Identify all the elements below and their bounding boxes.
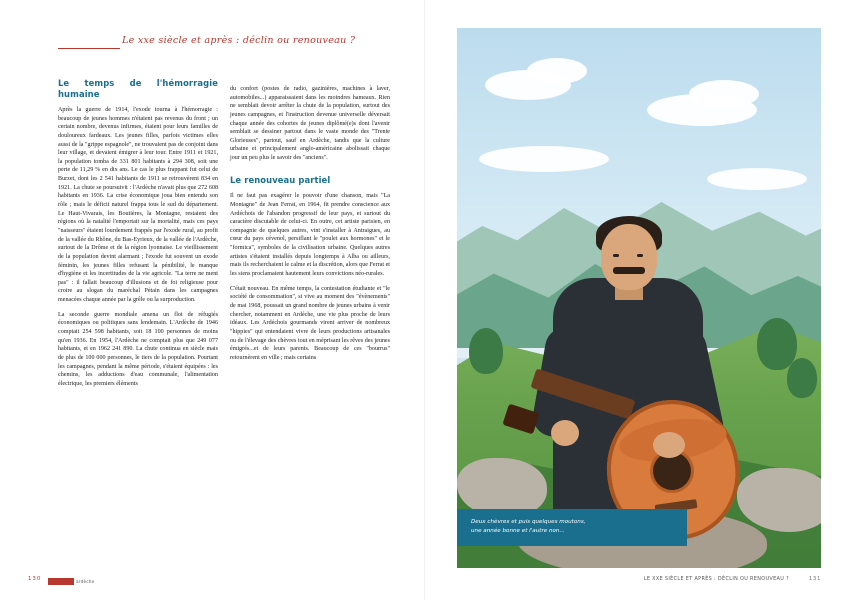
paragraph: La seconde guerre mondiale amena un flot de réfugiés économiques ou politiques sans lendemain. L'Ardèche de 1946 comptait 254 598 habitants, soit 18 100 personnes de moins qu'en 1936. En 1954, l'Ardèche ne comptait plus que 249 077 habitants, et en 1962 241 890. La chute continua en siècle mais de plus de 100 000 personnes, le tiers de la population. Pourtant les campagnes, pendant la même période, s'étaient équipées : les chemins, les adductions d'eau communale, l'alimentation électrique, les premiers éléments xyxy=(58,311,218,387)
caption-line-2: une année bonne et l'autre non... xyxy=(471,528,565,535)
tree-icon xyxy=(469,328,503,374)
folio-right: 131 xyxy=(808,576,821,582)
tree-icon xyxy=(787,358,817,398)
cloud-icon xyxy=(479,146,609,172)
publisher-logo xyxy=(48,578,94,585)
right-page xyxy=(425,0,849,600)
chapter-header: Le xxe siècle et après : déclin ou renouveau ? xyxy=(122,35,356,46)
folio-left: 130 xyxy=(28,576,42,582)
figure-eye-right xyxy=(637,254,643,257)
chapter-rule-left xyxy=(58,48,120,49)
caption-line-1: Deux chèvres et puis quelques moutons, xyxy=(471,519,586,526)
illustration-guitarist xyxy=(457,28,821,568)
cloud-icon xyxy=(689,80,759,108)
paragraph: Il ne faut pas exagérer le pouvoir d'une chanson, mais "La Montagne" de Jean Ferrat, en 1964, fit prendre conscience aux Ardéchois de l'abandon progressif de leur pays, et surtout du caractère discutable de celui-ci. En outre, cet artiste parisien, en compagnie de quelques autres, vint s'installer à Antraigues, au cœur du pays cévenol, persiflant le "poulet aux hormones" et le "formica", symboles de la civilisation urbaine. Quelques autres artistes s'étaient installés depuis longtemps à Alba ou ailleurs, mais ils recherchaient le calme et la discrétion, alors que Ferrat et les siens proclamaient hautement leurs convictions néo-rurales. xyxy=(230,193,390,278)
cloud-icon xyxy=(527,58,587,84)
running-head: LE XXE SIÈCLE ET APRÈS : DÉCLIN OU RENOUVEAU ? xyxy=(643,576,789,582)
figure-hand-right xyxy=(653,432,685,458)
figure-eye-left xyxy=(613,254,619,257)
paragraph: C'était nouveau. En même temps, la contestation étudiante et "le société de consommation", si vive au moment des "évènements" de mai 1968, poussait un grand nombre de jeunes urbains à venir chercher, notamment en Ardèche, une vie plus proche de leurs idéaux. Les Ardéchois gourmands virent arriver de nombreux "hippies" qui entendaient vivre de leurs productions artisanales ou de l'élevage des chèvres tout en méprisant les rêves des jeunes émigrés...et de leurs parents. Beaucoup de ces "bourrus" retournèrent en ville ; mais certains xyxy=(230,285,390,361)
figure-moustache xyxy=(613,267,645,274)
paragraph: du confort (postes de radio, gazinières, machines à laver, automobiles...) apparaissaient dans les moindres hameaux. Rien ne semblait devoir arrêter la chute de la population, surtout des jeunes campagnes, et l'instruction devenue universelle déversait chaque année des cohortes de jeunes diplômé(e)s dont l'avenir semblait se dessiner partout dans le vaste monde des "Trente Glorieuses", partout, sauf en Ardèche, tandis que la culture urbaine et principalement anglo-américaine abolissait chaque jour un peu plus le savoir des "anciens". xyxy=(230,86,390,162)
logo-mark xyxy=(48,578,74,585)
logo-text: ardèche xyxy=(76,579,95,584)
figure-head xyxy=(601,224,657,290)
paragraph: Après la guerre de 1914, l'exode tourna à l'hémorragie : beaucoup de jeunes hommes n'étaient pas revenus du front ; un certain nombre, devenus infirmes, étaient pour leurs familles de douloureux fardeaux. Les jeunes filles, parfois victimes elles aussi de la "grippe espagnole", ne trouvaient pas de conjoint dans leur village, et devaient émigrer à leur tour. Entre 1911 et 1921, la population tomba de 331 801 habitants à 294 308, soit une perte de 11,29 % en dix ans. Le cas le plus frappant fut celui de Burzet, dont les 2 541 habitants de 1911 se retrouvèrent 834 en 1921. La chute se poursuivit : l'Ardèche n'avait plus que 272 608 habitants en 1936. La crise économique joua bien entendu son rôle ; mais le déficit naturel frappa tous le sud du département. Le Haut-Vivarais, les Boutières, la Montagne, restaient des régions où la natalité l'emportait sur la mortalité, mais ces pays "naisseurs" étaient lourdement frappés par l'exode rural, au profit de la vallée du Rhône, du Bas-Eyrieux, de la vallée de l'Ardèche, surtout de la Drôme et de la région lyonnaise. Le vieillissement de la population devint alarmant ; l'exode fut souvent un exode féminin, les jeunes filles refusant la pénibilité, le manque d'hygiène et les incertitudes de la vie agricole. "La terre ne ment pas" : il fallait beaucoup d'illusions et de foi religieuse pour croire au slogan du maréchal Pétain dans les campagnes menacées chaque année par la grêle ou la surproduction. xyxy=(58,107,218,304)
section-title-hemorragie: Le temps de l'hémorragie humaine xyxy=(58,78,218,99)
text-column-2 xyxy=(230,85,390,368)
cloud-icon xyxy=(707,168,807,190)
section-title-renouveau: Le renouveau partiel xyxy=(230,174,331,185)
illustration-caption xyxy=(457,509,687,546)
text-column-1 xyxy=(58,78,218,395)
figure-hand-left xyxy=(551,420,579,446)
